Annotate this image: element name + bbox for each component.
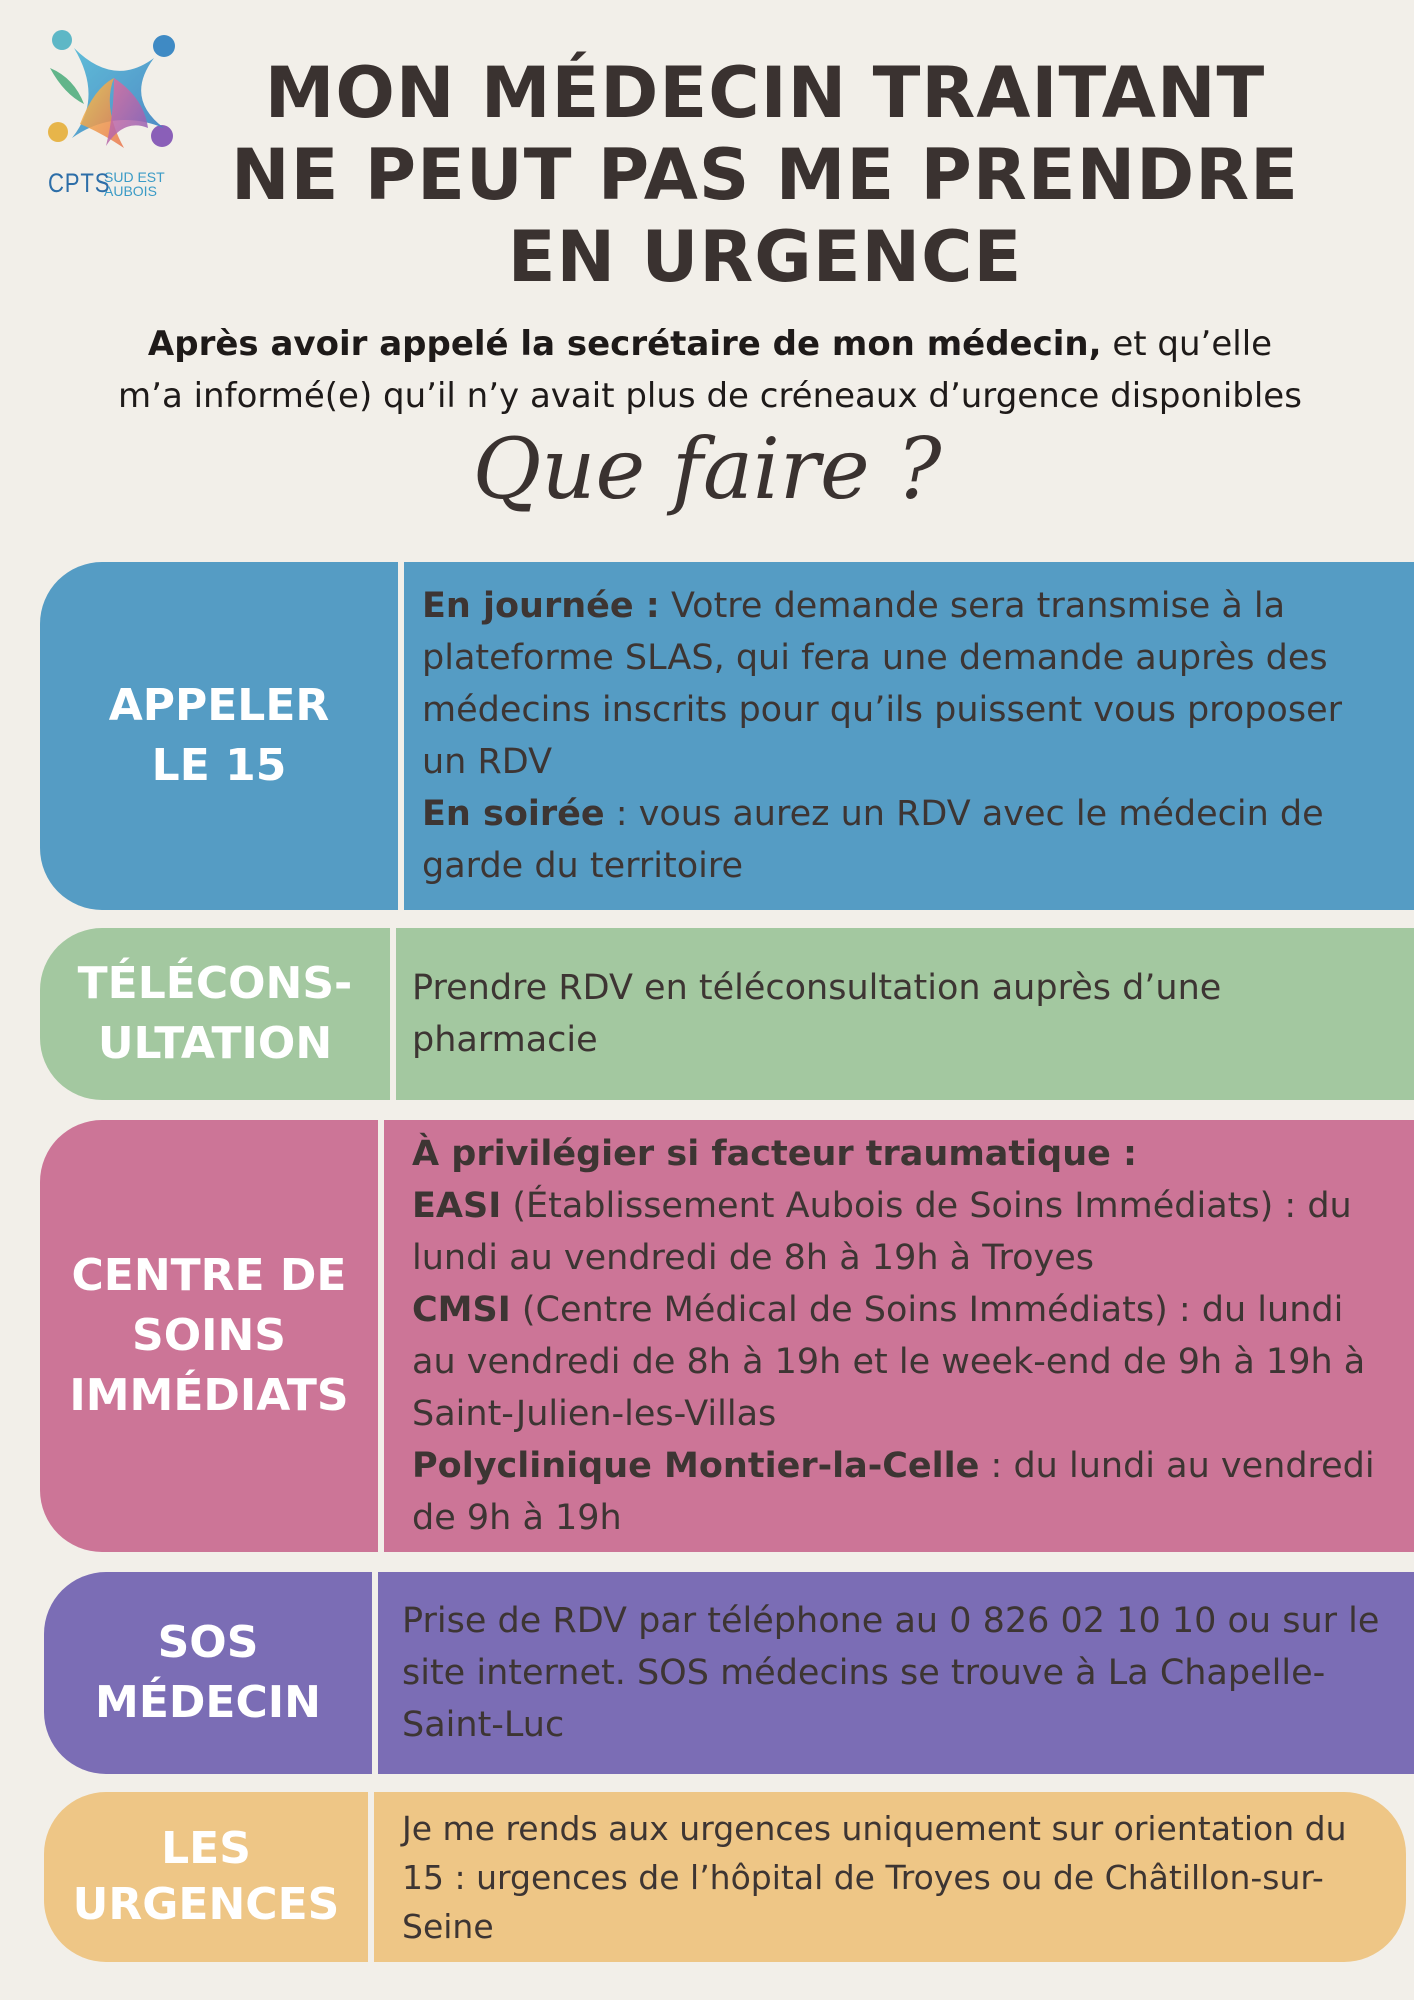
label-line-2: URGENCES — [72, 1879, 340, 1930]
row-divider — [390, 928, 396, 1100]
row-sos-medecin — [44, 1572, 1414, 1774]
subtitle-line2: m’a informé(e) qu’il n’y avait plus de créneaux d’urgence disponibles — [118, 376, 1302, 416]
paragraph-cmsi — [412, 1284, 1390, 1440]
teleconsultation-text: Prendre RDV en téléconsultation auprès d’une pharmacie — [412, 968, 1222, 1060]
title-line-3: EN URGENCE — [507, 216, 1023, 298]
row-content — [422, 562, 1384, 910]
paragraph-intro — [412, 1128, 1390, 1180]
logo-name: CPTS — [48, 168, 111, 198]
row-divider — [368, 1792, 374, 1962]
journee-label: En journée : — [422, 586, 660, 626]
cmsi-label: CMSI — [412, 1290, 511, 1330]
cmsi-text: (Centre Médical de Soins Immédiats) : du lundi au vendredi de 8h à 19h et le week-end de 9h à 19h à Saint-Julien-les-Villas — [412, 1290, 1366, 1434]
title-line-2: NE PEUT PAS ME PRENDRE — [231, 134, 1299, 216]
subtitle-rest: et qu’elle — [1101, 324, 1273, 364]
label-line-2: MÉDECIN — [95, 1677, 321, 1728]
row-content — [402, 1572, 1384, 1774]
logo-wordmark — [48, 168, 165, 199]
journee-text: Votre demande sera transmise à la plateforme SLAS, qui fera une demande auprès des médecins inscrits pour qu’ils puissent vous proposer un RDV — [422, 586, 1342, 782]
label-line-2: ULTATION — [97, 1018, 333, 1069]
row-les-urgences — [44, 1792, 1406, 1962]
sos-medecin-text: Prise de RDV par téléphone au 0 826 02 10 10 ou sur le site internet. SOS médecins se trouve à La Chapelle-Saint-Luc — [402, 1601, 1380, 1745]
label-line-2: SOINS — [132, 1310, 286, 1361]
polyclinique-text: : du lundi au vendredi de 9h à 19h — [412, 1446, 1375, 1538]
label-line-1: LES — [161, 1823, 251, 1874]
polyclinique-label: Polyclinique Montier-la-Celle — [412, 1446, 980, 1486]
soiree-text: : vous aurez un RDV avec le médecin de garde du territoire — [422, 794, 1324, 886]
label-line-1: SOS — [157, 1617, 259, 1668]
page-title — [190, 52, 1340, 298]
paragraph-polyclinique — [412, 1440, 1390, 1544]
label-line-2: LE 15 — [151, 740, 287, 791]
row-teleconsultation — [40, 928, 1414, 1100]
label-line-1: TÉLÉCONS- — [77, 958, 353, 1009]
subtitle-bold: Après avoir appelé la secrétaire de mon médecin, — [147, 324, 1102, 364]
paragraph-journee — [422, 580, 1384, 788]
logo-sub-line1: SUD EST — [104, 168, 165, 185]
row-content — [412, 1120, 1390, 1552]
intro-label: À privilégier si facteur traumatique : — [412, 1134, 1138, 1174]
row-content — [412, 928, 1384, 1100]
question-heading: Que faire ? — [472, 420, 942, 518]
easi-text: (Établissement Aubois de Soins Immédiats) : du lundi au vendredi de 8h à 19h à Troyes — [412, 1186, 1352, 1278]
label-line-3: IMMÉDIATS — [69, 1370, 349, 1421]
row-appeler-le-15 — [40, 562, 1414, 910]
row-label — [40, 562, 398, 910]
easi-label: EASI — [412, 1186, 502, 1226]
row-centre-soins-immediats — [40, 1120, 1414, 1552]
subtitle — [40, 318, 1380, 422]
paragraph-easi — [412, 1180, 1390, 1284]
paragraph-soiree — [422, 788, 1384, 892]
label-line-1: APPELER — [108, 680, 330, 731]
row-label — [40, 1120, 378, 1552]
row-content — [402, 1792, 1366, 1962]
urgences-text: Je me rends aux urgences uniquement sur orientation du 15 : urgences de l’hôpital de Troyes ou de Châtillon-sur-Seine — [402, 1808, 1347, 1946]
row-label — [40, 928, 390, 1100]
logo-subtitle — [104, 170, 165, 198]
row-divider — [378, 1120, 384, 1552]
row-label — [44, 1572, 372, 1774]
logo-sub-line2: AUBOIS — [104, 182, 157, 199]
row-divider — [372, 1572, 378, 1774]
row-divider — [398, 562, 404, 910]
title-line-1: MON MÉDECIN TRAITANT — [264, 52, 1266, 134]
label-line-1: CENTRE DE — [71, 1250, 347, 1301]
row-label — [44, 1792, 368, 1962]
soiree-label: En soirée — [422, 794, 605, 834]
